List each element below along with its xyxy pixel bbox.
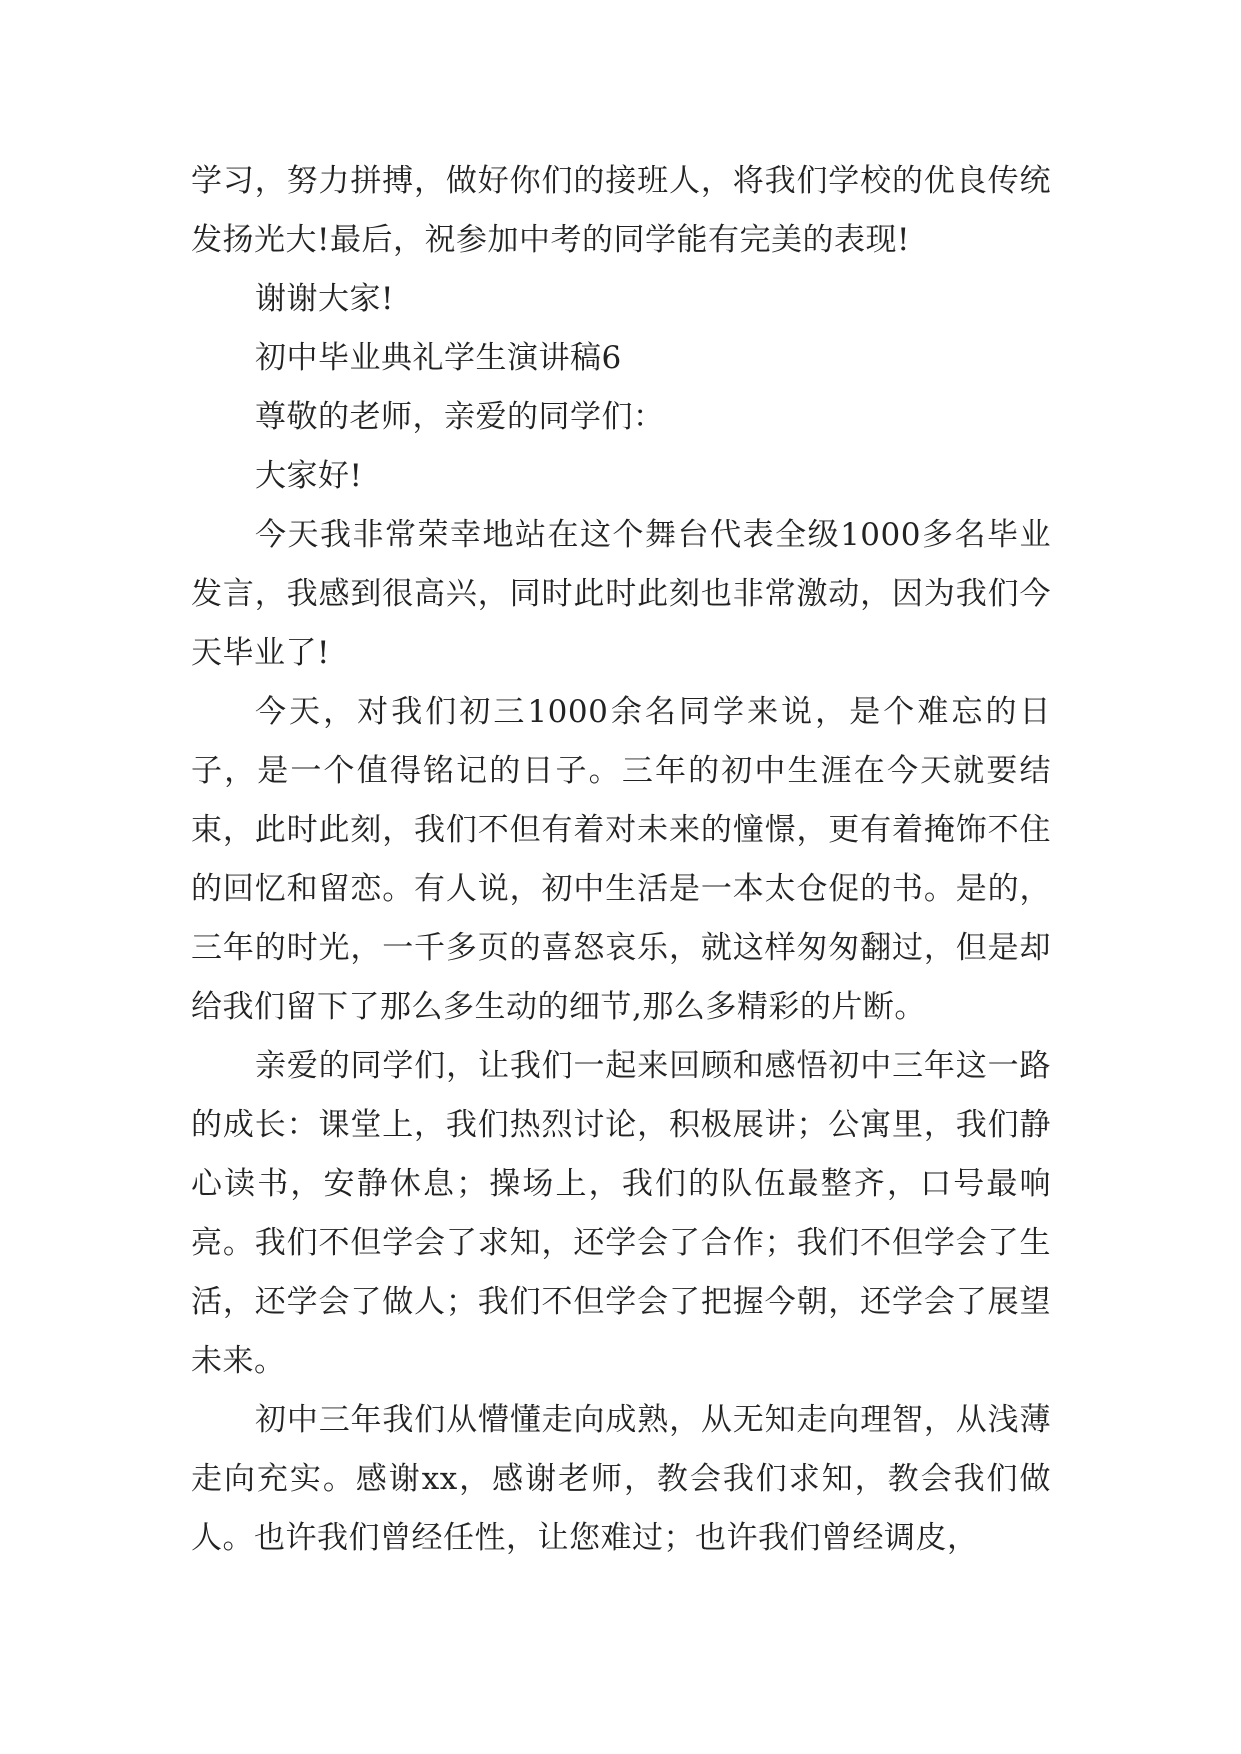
speech-title: 初中毕业典礼学生演讲稿6 xyxy=(255,340,622,376)
salutation: 尊敬的老师，亲爱的同学们： xyxy=(255,399,665,435)
paragraph-memorable-day: 今天，对我们初三1000余名同学来说，是个难忘的日子，是一个值得铭记的日子。三年的初中生涯在今天就要结束，此时此刻，我们不但有着对未来的憧憬，更有着掩饰不住的回忆和留恋。有人说，初中生活是一本太仓促的书。是的，三年的时光，一千多页的喜怒哀乐，就这样匆匆翻过，但是却给我们留下了那么多生动的细节,那么多精彩的片断。 xyxy=(191,694,1051,1025)
paragraph-continuation: 学习，努力拼搏，做好你们的接班人，将我们学校的优良传统发扬光大!最后，祝参加中考的同学能有完美的表现! xyxy=(191,163,1051,258)
paragraph-intro: 今天我非常荣幸地站在这个舞台代表全级1000多名毕业发言，我感到很高兴，同时此时此刻也非常激动，因为我们今天毕业了! xyxy=(191,517,1051,671)
body-text xyxy=(191,152,1051,1568)
paragraph-thanks: 谢谢大家! xyxy=(255,281,394,317)
paragraph-gratitude: 初中三年我们从懵懂走向成熟，从无知走向理智，从浅薄走向充实。感谢xx，感谢老师，教会我们求知，教会我们做人。也许我们曾经任性，让您难过；也许我们曾经调皮， xyxy=(191,1402,1051,1556)
paragraph-growth: 亲爱的同学们，让我们一起来回顾和感悟初中三年这一路的成长：课堂上，我们热烈讨论，积极展讲；公寓里，我们静心读书，安静休息；操场上，我们的队伍最整齐，口号最响亮。我们不但学会了求知，还学会了合作；我们不但学会了生活，还学会了做人；我们不但学会了把握今朝，还学会了展望未来。 xyxy=(191,1048,1051,1379)
greeting: 大家好! xyxy=(255,458,363,494)
